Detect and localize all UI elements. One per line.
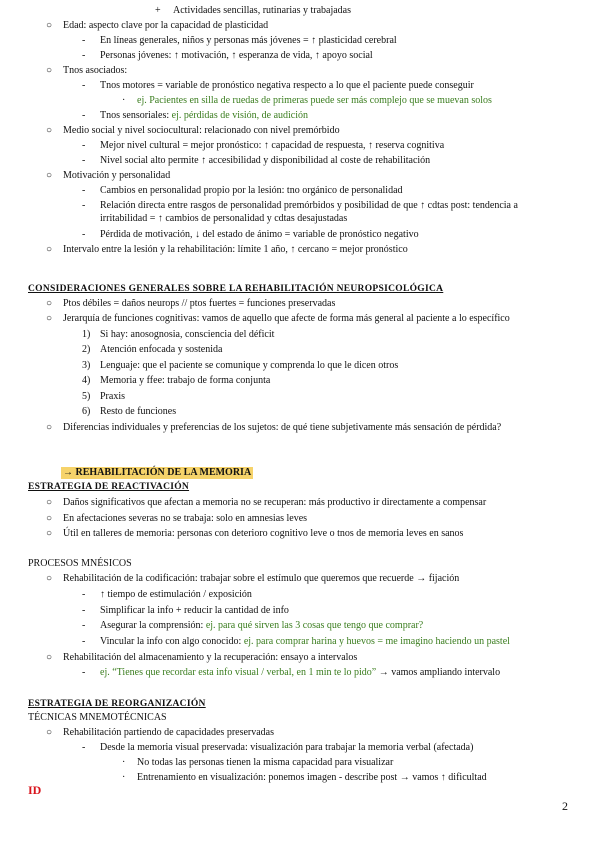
bullet: · — [122, 772, 126, 783]
bullet: - — [82, 200, 86, 211]
text-line: Rehabilitación del almacenamiento y la recuperación: ensayo a intervalos — [63, 652, 358, 663]
bullet: - — [82, 110, 86, 121]
bullet: ○ — [46, 528, 53, 539]
text-line: Medio social y nivel sociocultural: relacionado con nivel premórbido — [63, 125, 340, 136]
text-line: Actividades sencillas, rutinarias y trabajadas — [173, 5, 351, 16]
text-line: En afectaciones severas no se trabaja: solo en amnesias leves — [63, 513, 308, 524]
text-line: Rehabilitación de la codificación: trabajar sobre el estímulo que queremos que recuerde → fijación — [63, 573, 460, 584]
bullet: ○ — [46, 573, 53, 584]
text-line: Pérdida de motivación, ↓ del estado de ánimo = variable de pronóstico negativo — [100, 229, 419, 240]
section-heading: CONSIDERACIONES GENERALES SOBRE LA REHABILITACIÓN NEUROPSICOLÓGICA — [28, 284, 444, 294]
text-line: Tnos asociados: — [63, 65, 128, 76]
id-label: ID — [28, 783, 42, 797]
text-line: Rehabilitación partiendo de capacidades preservadas — [63, 727, 275, 738]
text-line: Asegurar la comprensión: ej. para qué sirven las 3 cosas que tengo que comprar? — [100, 620, 424, 631]
bullet: - — [82, 80, 86, 91]
bullet: - — [82, 620, 86, 631]
bullet: ○ — [46, 65, 53, 76]
list-number: 5) — [82, 391, 91, 402]
text-line: Intervalo entre la lesión y la rehabilitación: límite 1 año, ↑ cercano = mejor pronóstico — [63, 244, 408, 255]
subheading: TÉCNICAS MNEMOTÉCNICAS — [28, 712, 167, 723]
text-line: Cambios en personalidad propio por la lesión: tno orgánico de personalidad — [100, 185, 403, 196]
text-line: No todas las personas tienen la misma capacidad para visualizar — [137, 757, 394, 768]
bullet: - — [82, 155, 86, 166]
bullet: - — [82, 742, 86, 753]
text-line: Útil en talleres de memoria: personas con deterioro cognitivo leve o tnos de memoria leves en sanos — [63, 528, 464, 539]
text-line: Jerarquía de funciones cognitivas: vamos de aquello que afecte de forma más general al paciente a lo específico — [63, 313, 510, 324]
text-line: Motivación y personalidad — [63, 170, 171, 181]
list-item: Memoria y ffee: trabajo de forma conjunta — [100, 375, 271, 386]
bullet: + — [155, 5, 161, 16]
bullet: ○ — [46, 313, 53, 324]
bullet: ○ — [46, 244, 53, 255]
text-line: ej. “Tienes que recordar esta info visual / verbal, en 1 min te lo pido” → vamos ampliando intervalo — [100, 667, 501, 678]
page-number: 2 — [562, 799, 568, 813]
text-line: Vincular la info con algo conocido: ej. para comprar harina y huevos = me imagino haciendo un pastel — [100, 636, 510, 647]
bullet: - — [82, 229, 86, 240]
bullet: - — [82, 35, 86, 46]
list-number: 3) — [82, 360, 91, 371]
list-number: 1) — [82, 329, 91, 340]
list-number: 4) — [82, 375, 91, 386]
section-heading: ESTRATEGIA DE REACTIVACIÓN — [28, 482, 190, 492]
bullet: ○ — [46, 125, 53, 136]
section-heading: ESTRATEGIA DE REORGANIZACIÓN — [28, 699, 206, 709]
text-line: Nivel social alto permite ↑ accesibilidad y disponibilidad al coste de rehabilitación — [100, 155, 431, 166]
text-line: Personas jóvenes: ↑ motivación, ↑ esperanza de vida, ↑ apoyo social — [100, 50, 373, 61]
bullet: - — [82, 50, 86, 61]
bullet: ○ — [46, 652, 53, 663]
bullet: - — [82, 140, 86, 151]
text-line: Desde la memoria visual preservada: visualización para trabajar la memoria verbal (afectada) — [100, 742, 474, 753]
bullet: - — [82, 185, 86, 196]
bullet: ○ — [46, 170, 53, 181]
list-item: Praxis — [100, 391, 125, 402]
bullet: ○ — [46, 513, 53, 524]
text-line: Edad: aspecto clave por la capacidad de plasticidad — [63, 20, 269, 31]
list-item: Lenguaje: que el paciente se comunique y comprenda lo que le dicen otros — [100, 360, 399, 371]
bullet: ○ — [46, 497, 53, 508]
bullet: - — [82, 605, 86, 616]
list-item: Si hay: anosognosia, consciencia del déficit — [100, 329, 275, 340]
text-line: Relación directa entre rasgos de personalidad premórbidos y posibilidad de que ↑ cdtas post: tendencia a — [100, 200, 518, 211]
subheading: PROCESOS MNÉSICOS — [28, 558, 132, 569]
list-number: 6) — [82, 406, 91, 417]
text-line: Ptos débiles = daños neurops // ptos fuertes = funciones preservadas — [63, 298, 336, 309]
text-line: Mejor nivel cultural = mejor pronóstico: ↑ capacidad de respuesta, ↑ reserva cognitiva — [100, 140, 445, 151]
example-text: ej. Pacientes en silla de ruedas de primeras puede ser más complejo que se muevan solos — [137, 95, 492, 106]
text-line: Entrenamiento en visualización: ponemos imagen - describe post → vamos ↑ dificultad — [137, 772, 487, 783]
bullet: · — [122, 757, 126, 768]
text-line: Simplificar la info + reducir la cantidad de info — [100, 605, 289, 616]
bullet: - — [82, 667, 86, 678]
bullet: · — [122, 95, 126, 106]
text-line: En líneas generales, niños y personas más jóvenes = ↑ plasticidad cerebral — [100, 35, 397, 46]
text-line: ↑ tiempo de estimulación / exposición — [100, 589, 252, 600]
text-line: irritabilidad = ↑ cambios de personalidad y cdtas desajustadas — [100, 213, 348, 224]
bullet: ○ — [46, 298, 53, 309]
text-line: Diferencias individuales y preferencias de los sujetos: de qué tiene subjetivamente más sensación de pérdida? — [63, 422, 502, 433]
text-line: Daños significativos que afectan a memoria no se recuperan: más productivo ir directamente a compensar — [63, 497, 487, 508]
bullet: ○ — [46, 422, 53, 433]
list-item: Atención enfocada y sostenida — [100, 344, 223, 355]
text-line: Tnos motores = variable de pronóstico negativa respecto a lo que el paciente puede conseguir — [100, 80, 474, 91]
list-item: Resto de funciones — [100, 406, 177, 417]
highlighted-title: → REHABILITACIÓN DE LA MEMORIA — [63, 467, 252, 478]
bullet: - — [82, 636, 86, 647]
bullet: - — [82, 589, 86, 600]
list-number: 2) — [82, 344, 91, 355]
text-line: Tnos sensoriales: ej. pérdidas de visión, de audición — [100, 110, 309, 121]
bullet: ○ — [46, 727, 53, 738]
bullet: ○ — [46, 20, 53, 31]
